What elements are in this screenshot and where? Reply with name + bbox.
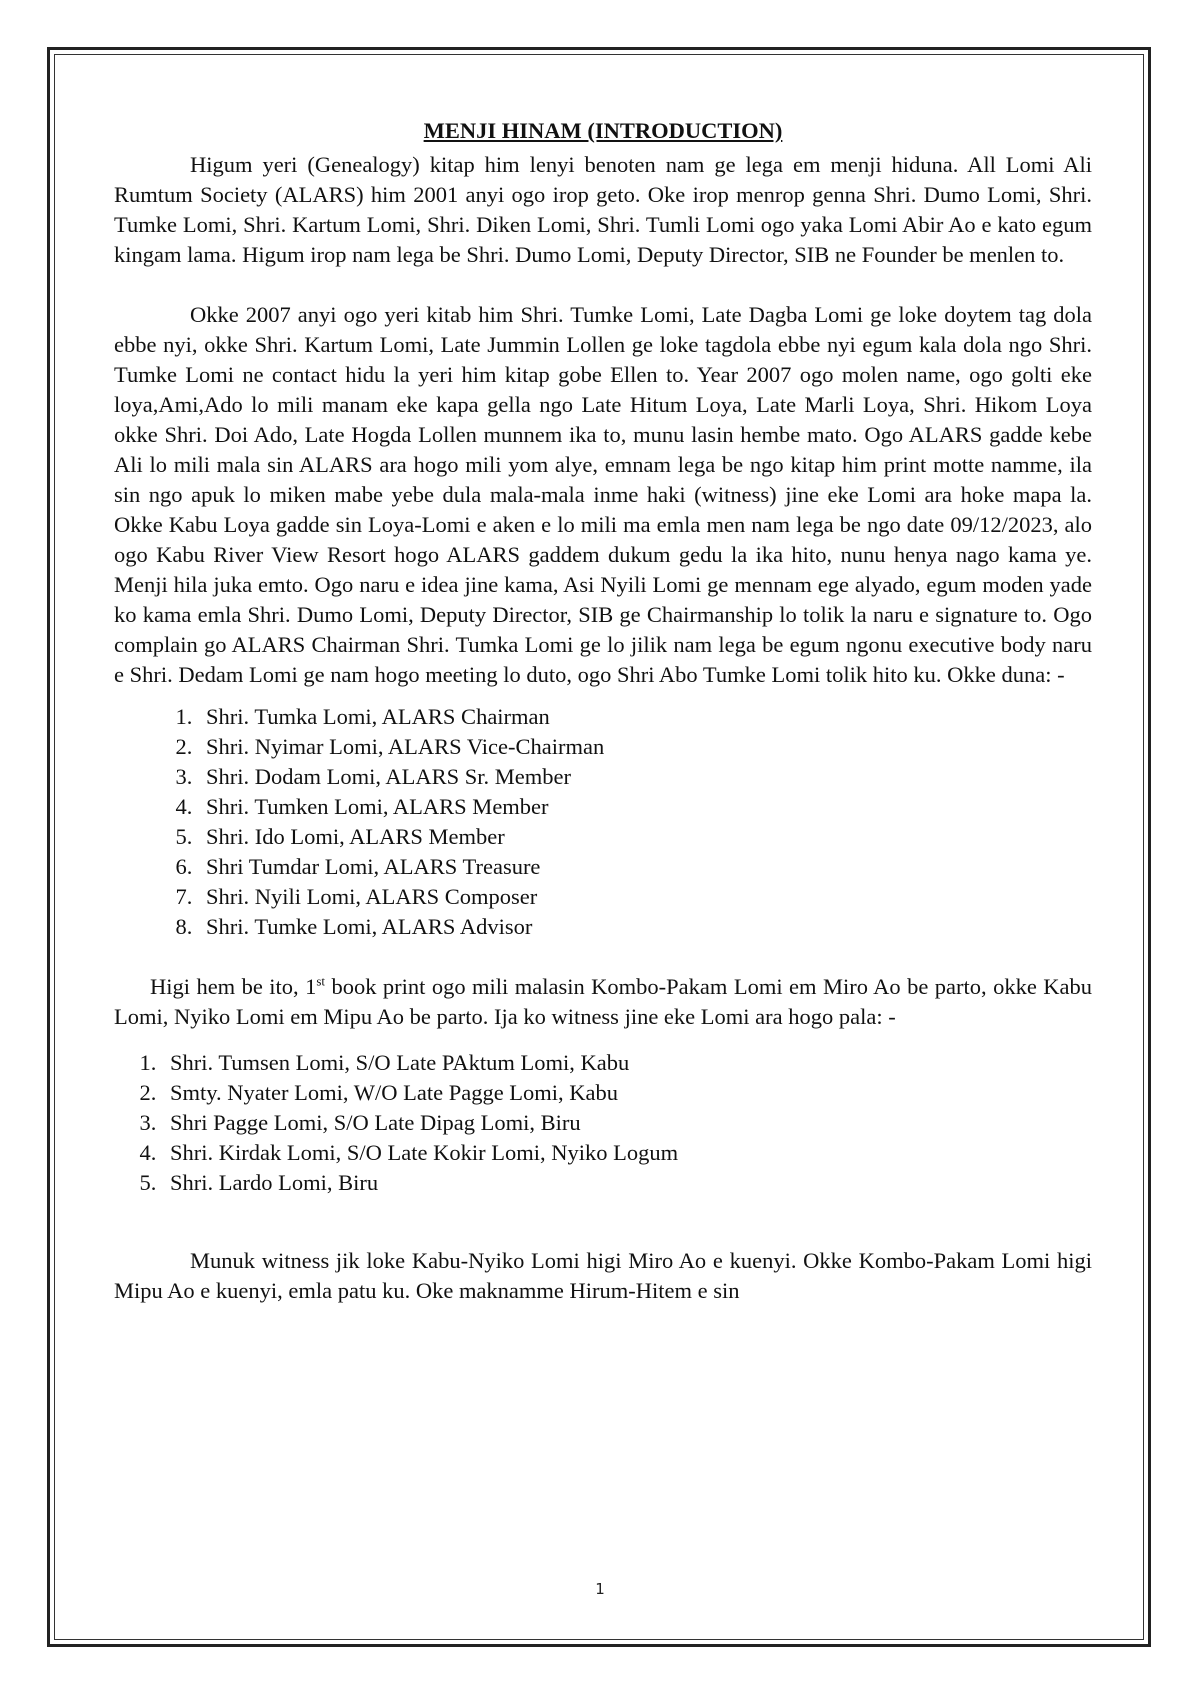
ordinal-suffix: st xyxy=(316,973,326,989)
members-list xyxy=(114,702,1092,942)
paragraph-intro: Higum yeri (Genealogy) kitap him lenyi benoten nam ge lega em menji hiduna. All Lomi Ali Rumtum Society (ALARS) him 2001 anyi ogo irop geto. Oke irop menrop genna Shri. Dumo Lomi, Shri. Tumke Lomi, Shri. Kartum Lomi, Shri. Diken Lomi, Shri. Tumli Lomi ogo yaka Lomi Abir Ao e kato egum kingam lama. Higum irop nam lega be Shri. Dumo Lomi, Deputy Director, SIB ne Founder be menlen to. xyxy=(114,152,1092,267)
document-title: MENJI HINAM (INTRODUCTION) xyxy=(423,118,783,143)
paragraph-closing: Munuk witness jik loke Kabu-Nyiko Lomi higi Miro Ao e kuenyi. Okke Kombo-Pakam Lomi higi Mipu Ao e kuenyi, emla patu ku. Oke maknamme Hirum-Hitem e sin xyxy=(114,1248,1092,1303)
witness-list xyxy=(114,1048,1092,1198)
list-item: 5. Shri. Lardo Lomi, Biru xyxy=(162,1168,1092,1198)
list-item: 3. Shri. Dodam Lomi, ALARS Sr. Member xyxy=(198,762,1092,792)
list-item: 2. Shri. Nyimar Lomi, ALARS Vice-Chairman xyxy=(198,732,1092,762)
list-item: 1. Shri. Tumsen Lomi, S/O Late PAktum Lomi, Kabu xyxy=(162,1048,1092,1078)
paragraph-text: Higi hem be ito, 1 xyxy=(150,974,317,999)
list-item: 1. Shri. Tumka Lomi, ALARS Chairman xyxy=(198,702,1092,732)
spacer xyxy=(114,270,1092,300)
paragraph-text: book print ogo mili malasin Kombo-Pakam Lomi em Miro Ao be parto, okke Kabu Lomi, Nyiko Lomi em Mipu Ao be parto. Ija ko witness jine eke Lomi ara hogo pala: - xyxy=(114,974,1092,1029)
list-item: 5. Shri. Ido Lomi, ALARS Member xyxy=(198,822,1092,852)
list-item: 6. Shri Tumdar Lomi, ALARS Treasure xyxy=(198,852,1092,882)
list-item: 2. Smty. Nyater Lomi, W/O Late Pagge Lomi, Kabu xyxy=(162,1078,1092,1108)
list-item: 4. Shri. Tumken Lomi, ALARS Member xyxy=(198,792,1092,822)
page-number: 1 xyxy=(595,1580,605,1598)
paragraph-history: Okke 2007 anyi ogo yeri kitab him Shri. Tumke Lomi, Late Dagba Lomi ge loke doytem tag dola ebbe nyi, okke Shri. Kartum Lomi, Late Jummin Lollen ge loke tagdola ebbe nyi egum kala dola ngo Shri. Tumke Lomi ne contact hidu la yeri him kitap gobe Ellen to. Year 2007 ogo molen name, ogo golti eke loya,Ami,Ado lo mili manam eke kapa gella ngo Late Hitum Loya, Late Marli Loya, Shri. Hikom Loya okke Shri. Doi Ado, Late Hogda Lollen munnem ika to, munu lasin hembe mato. Ogo ALARS gadde kebe Ali lo mili mala sin ALARS ara hogo mili yom alye, emnam lega be ngo kitap him print motte namme, ila sin ngo apuk lo miken mabe yebe dula mala-mala inme haki (witness) jine eke Lomi ara hoke mapa la. Okke Kabu Loya gadde sin Loya-Lomi e aken e lo mili ma emla men nam lega be ngo date 09/12/2023, alo ogo Kabu River View Resort hogo ALARS gaddem dukum gedu la ika hito, nunu henya nago kama ye. Menji hila juka emto. Ogo naru e idea jine kama, Asi Nyili Lomi ge mennam ege alyado, egum moden yade ko kama emla Shri. Dumo Lomi, Deputy Director, SIB ge Chairmanship lo tolik la naru e signature to. Ogo complain go ALARS Chairman Shri. Tumka Lomi ge lo jilik nam lega be egum ngonu executive body naru e Shri. Dedam Lomi ge nam hogo meeting lo duto, ogo Shri Abo Tumke Lomi tolik hito ku. Okke duna: - xyxy=(114,302,1092,687)
paragraph-witness-intro xyxy=(114,972,1092,1032)
document-body xyxy=(114,112,1092,1306)
list-item: 8. Shri. Tumke Lomi, ALARS Advisor xyxy=(198,912,1092,942)
spacer xyxy=(114,1198,1092,1246)
list-item: 3. Shri Pagge Lomi, S/O Late Dipag Lomi, Biru xyxy=(162,1108,1092,1138)
list-item: 7. Shri. Nyili Lomi, ALARS Composer xyxy=(198,882,1092,912)
list-item: 4. Shri. Kirdak Lomi, S/O Late Kokir Lomi, Nyiko Logum xyxy=(162,1138,1092,1168)
spacer xyxy=(114,942,1092,972)
